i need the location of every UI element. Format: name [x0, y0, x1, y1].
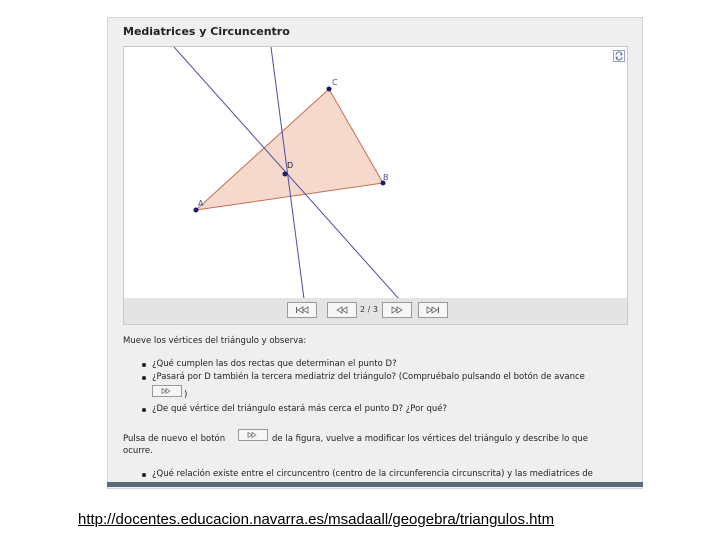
point-d[interactable] — [283, 172, 288, 177]
intro-text: Mueve los vértices del triángulo y observa: — [123, 336, 307, 346]
next-step-icon — [247, 432, 259, 438]
window-bottom-strip — [107, 482, 643, 487]
step-counter: 2 / 3 — [360, 305, 378, 314]
first-step-icon — [295, 306, 309, 314]
next-step-button[interactable] — [382, 302, 412, 318]
applet-title: Mediatrices y Circuncentro — [123, 25, 290, 38]
next-step-icon — [390, 306, 404, 314]
question-2: ¿Pasará por D también la tercera mediatriz del triángulo? (Compruébalo pulsando el botón de avance — [152, 372, 585, 382]
pulsa-text-start: Pulsa de nuevo el botón — [123, 434, 226, 444]
first-step-button[interactable] — [287, 302, 317, 318]
previous-step-button[interactable] — [327, 302, 357, 318]
bullet — [142, 363, 146, 367]
construction-navigation-bar — [123, 298, 628, 325]
pulsa-text-line2: ocurre. — [123, 446, 153, 456]
refresh-icon[interactable] — [613, 50, 625, 62]
geometry-canvas[interactable] — [124, 47, 627, 299]
point-c[interactable] — [327, 87, 332, 92]
inline-next-step-button[interactable] — [238, 429, 268, 441]
point-a[interactable] — [194, 208, 199, 213]
question-3: ¿De qué vértice del triángulo estará más cerca el punto D? ¿Por qué? — [152, 404, 448, 414]
label-b: B — [383, 173, 389, 182]
geogebra-page-panel — [107, 17, 643, 489]
inline-next-step-button[interactable] — [152, 385, 182, 397]
bullet — [142, 376, 146, 380]
bullet — [142, 408, 146, 412]
bullet — [142, 473, 146, 477]
last-step-icon — [426, 306, 440, 314]
question-4: ¿Qué relación existe entre el circuncentro (centro de la circunferencia circunscrita) y las mediatrices de — [152, 469, 593, 479]
label-c: C — [332, 78, 338, 87]
question-1: ¿Qué cumplen las dos rectas que determinan el punto D? — [152, 359, 397, 369]
previous-step-icon — [335, 306, 349, 314]
last-step-button[interactable] — [418, 302, 448, 318]
next-step-icon — [161, 388, 173, 394]
pulsa-text-end: de la figura, vuelve a modificar los vértices del triángulo y describe lo que — [272, 434, 589, 444]
label-a: A — [198, 199, 204, 208]
label-d: D — [287, 161, 294, 170]
geogebra-applet[interactable] — [123, 46, 628, 300]
question-2-end: ) — [184, 390, 188, 400]
source-url-link[interactable]: http://docentes.educacion.navarra.es/msadaall/geogebra/triangulos.htm — [78, 511, 555, 528]
